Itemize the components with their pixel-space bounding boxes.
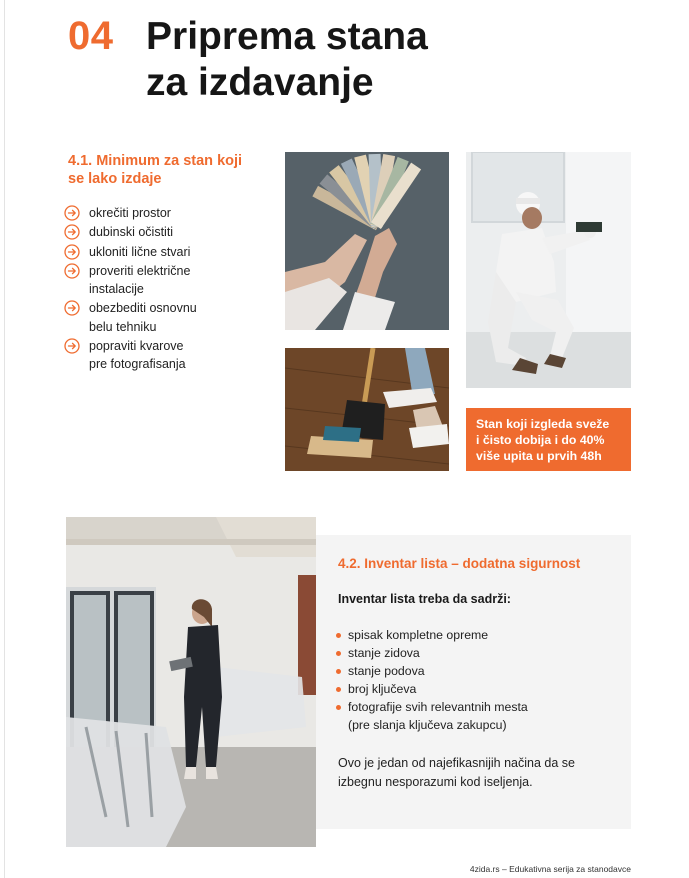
paint-swatch-photo <box>285 152 449 330</box>
checklist-item-text: pre fotografisanja <box>89 357 186 372</box>
checklist-item <box>64 337 197 374</box>
circle-arrow-right-icon <box>64 244 80 260</box>
checklist-item-text: obezbediti osnovnu <box>89 301 197 316</box>
inventory-note <box>338 754 618 792</box>
checklist-item <box>64 262 197 299</box>
checklist-item <box>64 299 197 336</box>
chapter-title-line: Priprema stana <box>146 15 428 58</box>
inventory-note-line: Ovo je jedan od najefikasnijih načina da se <box>338 756 575 770</box>
circle-arrow-right-icon <box>64 338 80 354</box>
section-title-line: 4.1. Minimum za stan koji <box>68 153 243 169</box>
dot-icon <box>336 633 341 638</box>
inventory-item <box>336 662 528 680</box>
circle-arrow-right-icon <box>64 300 80 316</box>
checklist-item-text: ukloniti lične stvari <box>89 244 191 259</box>
section-4-2-title: 4.2. Inventar lista – dodatna sigurnost <box>338 556 581 571</box>
dot-icon <box>336 651 341 656</box>
chapter-title-line: za izdavanje <box>146 61 374 104</box>
inventory-room-photo <box>66 517 316 847</box>
page-footer: 4zida.rs – Edukativna serija za stanodavce <box>469 864 631 874</box>
dot-icon <box>336 687 341 692</box>
dot-icon <box>336 669 341 674</box>
chapter-title <box>146 14 506 106</box>
inventory-item <box>336 626 528 644</box>
inventory-item-text: spisak kompletne opreme <box>348 628 489 642</box>
chapter-number: 04 <box>68 14 114 58</box>
page-edge-rule <box>4 0 5 878</box>
checklist-item-text: popraviti kvarove <box>89 339 184 354</box>
inventory-item-text: stanje podova <box>348 664 425 678</box>
circle-arrow-right-icon <box>64 263 80 279</box>
section-4-1-title <box>68 152 268 188</box>
painter-photo <box>466 152 631 388</box>
checklist-item-text: dubinski očistiti <box>89 225 174 240</box>
minimum-checklist <box>64 204 197 375</box>
circle-arrow-right-icon <box>64 205 80 221</box>
checklist-item <box>64 204 197 222</box>
callout-line: Stan koji izgleda sveže <box>476 417 610 431</box>
circle-arrow-right-icon <box>64 224 80 240</box>
checklist-item-text: okrečiti prostor <box>89 206 171 220</box>
inventory-subheading: Inventar lista treba da sadrži: <box>338 592 511 606</box>
sweeping-photo <box>285 348 449 471</box>
section-title-line: se lako izdaje <box>68 171 162 187</box>
inventory-list <box>336 626 528 734</box>
statistic-callout <box>466 408 631 471</box>
inventory-item <box>336 680 528 698</box>
checklist-item-text: instalacije <box>89 282 144 297</box>
inventory-item-text: broj ključeva <box>348 682 417 696</box>
dot-icon <box>336 705 341 710</box>
checklist-item-text: belu tehniku <box>89 319 157 334</box>
inventory-item-text: (pre slanja ključeva zakupcu) <box>348 718 507 732</box>
checklist-item <box>64 243 197 261</box>
inventory-item <box>336 698 528 734</box>
callout-line: više upita u prvih 48h <box>476 449 602 463</box>
inventory-note-line: izbegnu nesporazumi kod iseljenja. <box>338 775 533 789</box>
inventory-item <box>336 644 528 662</box>
checklist-item <box>64 223 197 241</box>
callout-line: i čisto dobija i do 40% <box>476 433 605 447</box>
inventory-item-text: fotografije svih relevantnih mesta <box>348 700 528 714</box>
checklist-item-text: proveriti električne <box>89 263 191 278</box>
inventory-item-text: stanje zidova <box>348 646 420 660</box>
